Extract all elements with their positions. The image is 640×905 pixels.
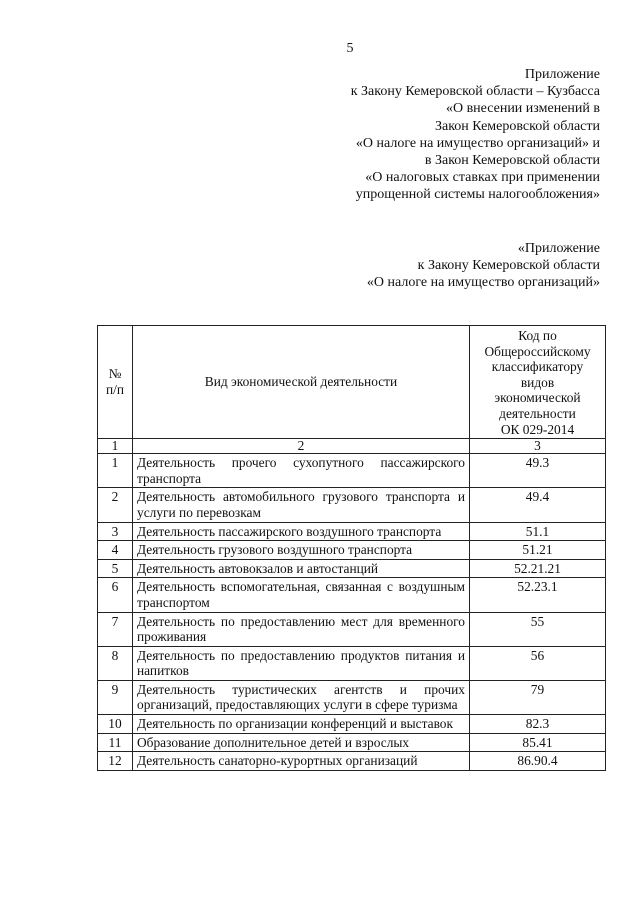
table-header-row <box>98 326 606 439</box>
table-row <box>98 578 606 612</box>
row-num: 3 <box>98 522 133 541</box>
table-row <box>98 454 606 488</box>
header-code-line: Общероссийскому <box>484 343 591 359</box>
row-activity: Деятельность туристических агентств и прочих организаций, предоставляющих услуги в сфере туризма <box>133 680 470 714</box>
row-activity: Деятельность санаторно-курортных организаций <box>133 752 470 771</box>
nested-appendix-header-line: «Приложение <box>517 241 600 256</box>
column-number: 2 <box>133 439 470 454</box>
row-num: 4 <box>98 541 133 560</box>
column-number: 1 <box>98 439 133 454</box>
row-code: 49.4 <box>470 488 606 522</box>
row-code: 52.23.1 <box>470 578 606 612</box>
row-code: 51.1 <box>470 522 606 541</box>
row-code: 82.3 <box>470 715 606 734</box>
appendix-header-line: к Закону Кемеровской области – Кузбасса <box>350 84 600 100</box>
row-activity: Деятельность грузового воздушного транспорта <box>133 541 470 560</box>
row-num: 11 <box>98 733 133 752</box>
row-code: 49.3 <box>470 454 606 488</box>
row-code: 85.41 <box>470 733 606 752</box>
column-numbers-row <box>98 439 606 454</box>
table-row <box>98 522 606 541</box>
row-code: 79 <box>470 680 606 714</box>
row-num: 2 <box>98 488 133 522</box>
table-row <box>98 541 606 560</box>
table-row <box>98 733 606 752</box>
appendix-header-line: Закон Кемеровской области <box>434 118 600 134</box>
page-number: 5 <box>346 41 354 56</box>
row-activity: Деятельность по предоставлению мест для временного проживания <box>133 612 470 646</box>
table-row <box>98 752 606 771</box>
header-code-line: классификатору <box>491 359 584 375</box>
row-num: 1 <box>98 454 133 488</box>
header-code-line: экономической <box>494 390 581 406</box>
row-num: 6 <box>98 578 133 612</box>
row-activity: Образование дополнительное детей и взрослых <box>133 733 470 752</box>
appendix-header-line: «О налоге на имущество организаций» и <box>355 135 600 151</box>
table-row <box>98 680 606 714</box>
row-num: 5 <box>98 559 133 578</box>
header-num-line: п/п <box>105 382 125 398</box>
row-activity: Деятельность прочего сухопутного пассажирского транспорта <box>133 454 470 488</box>
row-num: 9 <box>98 680 133 714</box>
appendix-header-line: Приложение <box>524 67 600 82</box>
row-num: 12 <box>98 752 133 771</box>
appendix-header-line: «О внесении изменений в <box>445 101 600 117</box>
activity-table <box>97 325 606 771</box>
appendix-header-line: упрощенной системы налогообложения» <box>355 187 600 203</box>
row-num: 8 <box>98 646 133 680</box>
table-row <box>98 488 606 522</box>
table-row <box>98 715 606 734</box>
table-row <box>98 612 606 646</box>
nested-appendix-header-line: к Закону Кемеровской области <box>417 258 600 274</box>
header-code-line: Код по <box>518 328 557 343</box>
header-code-line: деятельности <box>499 405 576 421</box>
table-row <box>98 559 606 578</box>
header-num-line: № <box>108 366 122 382</box>
appendix-header <box>270 66 600 204</box>
row-activity: Деятельность по организации конференций и выставок <box>133 715 470 734</box>
row-code: 51.21 <box>470 541 606 560</box>
header-code-line: ОК 029-2014 <box>500 421 575 437</box>
row-code: 52.21.21 <box>470 559 606 578</box>
row-activity: Деятельность по предоставлению продуктов питания и напитков <box>133 646 470 680</box>
row-num: 7 <box>98 612 133 646</box>
header-code <box>470 326 606 439</box>
row-code: 56 <box>470 646 606 680</box>
nested-appendix-header <box>270 240 600 292</box>
header-num <box>98 326 133 439</box>
row-code: 86.90.4 <box>470 752 606 771</box>
row-code: 55 <box>470 612 606 646</box>
row-activity: Деятельность пассажирского воздушного транспорта <box>133 522 470 541</box>
header-activity: Вид экономической деятельности <box>133 326 470 439</box>
nested-appendix-header-line: «О налоге на имущество организаций» <box>366 275 600 291</box>
row-num: 10 <box>98 715 133 734</box>
row-activity: Деятельность вспомогательная, связанная с воздушным транспортом <box>133 578 470 612</box>
appendix-header-line: «О налоговых ставках при применении <box>365 170 600 186</box>
row-activity: Деятельность автовокзалов и автостанций <box>133 559 470 578</box>
appendix-header-line: в Закон Кемеровской области <box>424 153 600 169</box>
header-code-line: видов <box>520 374 555 390</box>
row-activity: Деятельность автомобильного грузового транспорта и услуги по перевозкам <box>133 488 470 522</box>
column-number: 3 <box>470 439 606 454</box>
table-row <box>98 646 606 680</box>
